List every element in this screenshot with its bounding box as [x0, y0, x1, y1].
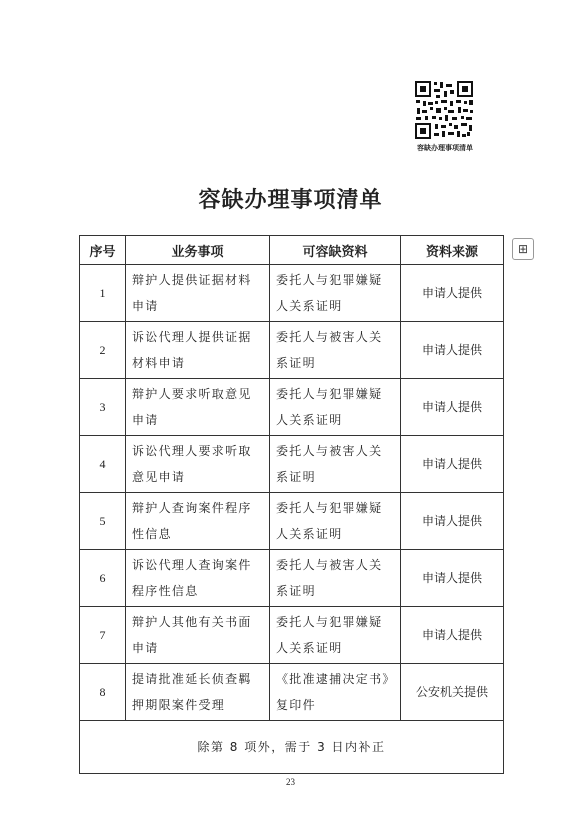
table-row [80, 379, 504, 436]
table-row [80, 322, 504, 379]
table-row [80, 607, 504, 664]
header-source: 资料来源 [401, 236, 504, 265]
row-source: 公安机关提供 [401, 664, 504, 721]
qr-scan-icon[interactable]: ⊞ [512, 238, 534, 260]
row-no: 1 [80, 265, 126, 322]
table-row [80, 493, 504, 550]
row-item: 诉讼代理人要求听取意见申请 [126, 436, 270, 493]
table-note: 除第 8 项外，需于 3 日内补正 [80, 721, 504, 774]
row-item: 诉讼代理人查询案件程序性信息 [126, 550, 270, 607]
row-item: 辩护人提供证据材料申请 [126, 265, 270, 322]
row-no: 5 [80, 493, 126, 550]
row-no: 2 [80, 322, 126, 379]
row-source: 申请人提供 [401, 493, 504, 550]
table-row [80, 265, 504, 322]
row-source: 申请人提供 [401, 436, 504, 493]
row-source: 申请人提供 [401, 322, 504, 379]
row-missing: 委托人与犯罪嫌疑人关系证明 [270, 379, 401, 436]
row-no: 4 [80, 436, 126, 493]
header-missing: 可容缺资料 [270, 236, 401, 265]
row-missing: 委托人与犯罪嫌疑人关系证明 [270, 265, 401, 322]
row-missing: 委托人与被害人关系证明 [270, 550, 401, 607]
table-row [80, 550, 504, 607]
table-note-row [80, 721, 504, 774]
row-missing: 委托人与犯罪嫌疑人关系证明 [270, 493, 401, 550]
qr-code-image [414, 80, 474, 140]
row-item: 诉讼代理人提供证据材料申请 [126, 322, 270, 379]
row-item: 提请批准延长侦查羁押期限案件受理 [126, 664, 270, 721]
items-table [79, 235, 504, 774]
row-no: 8 [80, 664, 126, 721]
qr-caption: 容缺办理事项清单 [417, 144, 473, 152]
row-item: 辩护人其他有关书面申请 [126, 607, 270, 664]
row-no: 7 [80, 607, 126, 664]
row-missing: 委托人与被害人关系证明 [270, 436, 401, 493]
row-item: 辩护人要求听取意见申请 [126, 379, 270, 436]
header-no: 序号 [80, 236, 126, 265]
row-source: 申请人提供 [401, 379, 504, 436]
document-title: 容缺办理事项清单 [198, 188, 383, 213]
row-missing: 委托人与被害人关系证明 [270, 322, 401, 379]
row-source: 申请人提供 [401, 607, 504, 664]
table-row [80, 436, 504, 493]
row-missing: 委托人与犯罪嫌疑人关系证明 [270, 607, 401, 664]
row-item: 辩护人查询案件程序性信息 [126, 493, 270, 550]
qr-code-block [414, 80, 476, 152]
row-source: 申请人提供 [401, 550, 504, 607]
row-source: 申请人提供 [401, 265, 504, 322]
page-number: 23 [286, 777, 295, 787]
row-missing: 《批准逮捕决定书》复印件 [270, 664, 401, 721]
table-row [80, 664, 504, 721]
header-item: 业务事项 [126, 236, 270, 265]
row-no: 6 [80, 550, 126, 607]
table-header-row [80, 236, 504, 265]
row-no: 3 [80, 379, 126, 436]
